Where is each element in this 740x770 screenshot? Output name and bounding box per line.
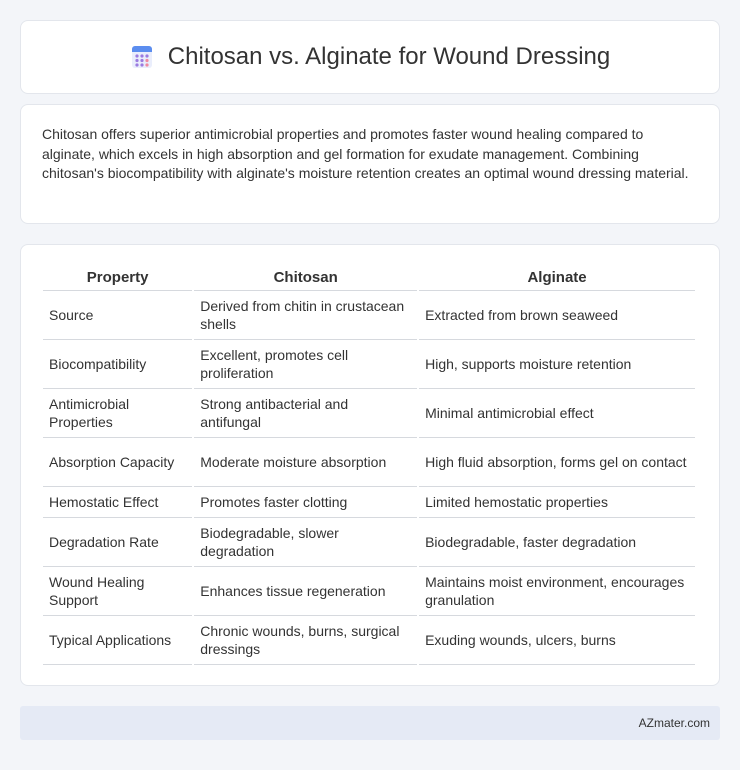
table-row xyxy=(43,291,695,340)
column-header-alginate: Alginate xyxy=(419,265,695,291)
summary-text: Chitosan offers superior antimicrobial properties and promotes faster wound healing compared to alginate, which excels in high absorption and gel formation for exudate management. Combining chitosan's biocompatibility with alginate's moisture retention creates an optimal wound dressing material. xyxy=(42,126,689,181)
table-row xyxy=(43,389,695,438)
chitosan-cell: Promotes faster clotting xyxy=(194,487,417,518)
column-header-property: Property xyxy=(43,265,192,291)
table-row xyxy=(43,518,695,567)
alginate-cell: High fluid absorption, forms gel on contact xyxy=(419,438,695,487)
table-row xyxy=(43,340,695,389)
table-header-row xyxy=(43,265,695,291)
page-title: Chitosan vs. Alginate for Wound Dressing xyxy=(167,43,611,70)
property-cell: Hemostatic Effect xyxy=(43,487,192,518)
alginate-cell: Limited hemostatic properties xyxy=(419,487,695,518)
property-cell: Degradation Rate xyxy=(43,518,192,567)
property-cell: Absorption Capacity xyxy=(43,438,192,487)
table-row xyxy=(43,616,695,665)
footer-brand: AZmater.com xyxy=(638,716,710,730)
column-header-chitosan: Chitosan xyxy=(194,265,417,291)
calculator-icon xyxy=(130,45,154,69)
table-row xyxy=(43,487,695,518)
alginate-cell: Maintains moist environment, encourages granulation xyxy=(419,567,695,616)
comparison-table-card xyxy=(20,244,720,686)
property-cell: Typical Applications xyxy=(43,616,192,665)
comparison-table xyxy=(41,265,697,665)
summary-card xyxy=(20,104,720,224)
table-row xyxy=(43,567,695,616)
chitosan-cell: Excellent, promotes cell proliferation xyxy=(194,340,417,389)
property-cell: Wound Healing Support xyxy=(43,567,192,616)
chitosan-cell: Biodegradable, slower degradation xyxy=(194,518,417,567)
title-card xyxy=(20,20,720,94)
alginate-cell: Exuding wounds, ulcers, burns xyxy=(419,616,695,665)
alginate-cell: Minimal antimicrobial effect xyxy=(419,389,695,438)
table-row xyxy=(43,438,695,487)
chitosan-cell: Strong antibacterial and antifungal xyxy=(194,389,417,438)
property-cell: Biocompatibility xyxy=(43,340,192,389)
footer-bar xyxy=(20,706,720,740)
chitosan-cell: Derived from chitin in crustacean shells xyxy=(194,291,417,340)
alginate-cell: High, supports moisture retention xyxy=(419,340,695,389)
chitosan-cell: Moderate moisture absorption xyxy=(194,438,417,487)
chitosan-cell: Enhances tissue regeneration xyxy=(194,567,417,616)
chitosan-cell: Chronic wounds, burns, surgical dressings xyxy=(194,616,417,665)
property-cell: Antimicrobial Properties xyxy=(43,389,192,438)
alginate-cell: Extracted from brown seaweed xyxy=(419,291,695,340)
property-cell: Source xyxy=(43,291,192,340)
alginate-cell: Biodegradable, faster degradation xyxy=(419,518,695,567)
